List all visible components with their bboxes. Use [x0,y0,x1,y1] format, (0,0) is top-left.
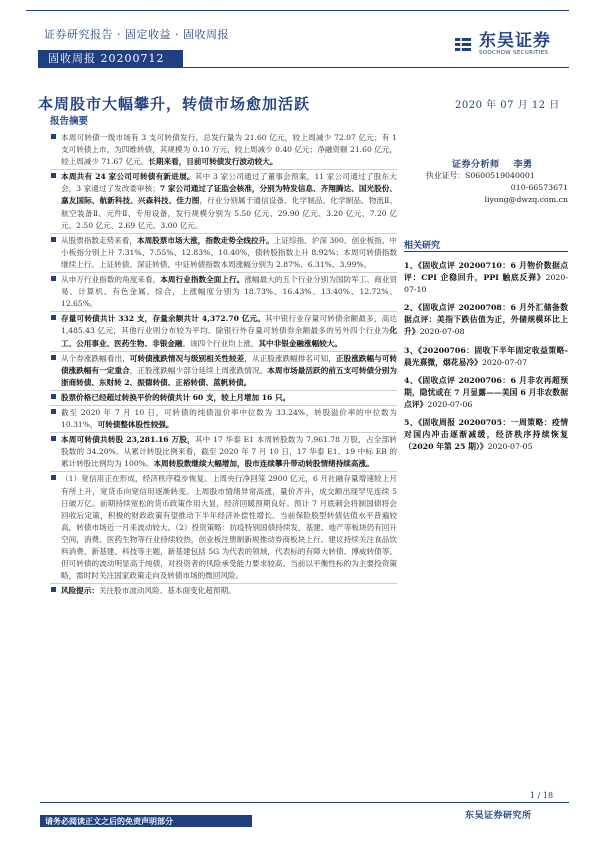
bullet-icon [51,394,56,399]
disclaimer-bar: 请务必阅读正文之后的免责声明部分 [40,815,252,827]
bullet-icon [51,276,56,281]
abstract-paragraph: 风险提示：关注股市波动风险、基本面变化超预期。 [50,583,397,598]
analyst-phone: 010-66573671 [510,183,568,193]
related-item[interactable]: 5、《固收周报 20200705：一周策略：疫情对国内冲击逐渐减缓，经济秩序持续恢复（2020 年第 25 期）》2020-07-05 [404,418,568,452]
bullet-icon [51,355,56,360]
bullet-icon [51,315,56,320]
analyst-contacts [426,170,568,207]
abstract-paragraph: 本周可转债一级市场有 3 支可转债发行，总发行量为 21.60 亿元，较上周减少 72.07 亿元；有 1 支可转债上市，为四维转债，其规模为 0.10 万元，较上周减少 0.40 亿元；净融资额 21.60 亿元，较上周减少 71.67 亿元。长期来看，目前可转债发行波动较大。 [50,131,397,169]
analyst-name: 李勇 [513,160,533,170]
abstract-paragraph: 本周可转债共转股 23,281.16 万股，其中 17 华泰 E1 本周转股数为 7,961.78 万股，占全部转股数的 34.20%。从累计转股比例来看，截至 2020 年 7 月 10 日，17 华泰 E1、19 中标 EB 的累计转股比例均为 100%。本周转股数继续大幅增加，股市连续攀升带动转股情绪持续高涨。 [50,432,397,471]
related-item[interactable]: 3、《20200706：固收下半年固定收益策略-晨光熹微，烟花易冷》2020-07-07 [404,345,568,367]
related-heading: 相关研究 [404,241,441,251]
bullet-icon [51,134,56,139]
analyst-header [452,157,533,170]
logo-en: SOOCHOW SECURITIES [479,50,549,56]
bullet-icon [51,436,56,441]
bullet-icon [51,475,56,480]
abstract-paragraph: 从申万行业指数的角度来看，本周行业指数全面上行。涨幅最大的五个行业分别为国防军工、商业贸易、计算机、有色金属、综合，上涨幅度分别为 18.73%、16.43%、13.40%、12.72%、12.65%。 [50,272,397,311]
abstract-paragraph: 本周共有 24 家公司可转债有新进展。其中 3 家公司通过了董事会预案，11 家公司通过了股东大会，3 家通过了发改委审核；7 家公司通过了证监会核准，分别为特发信息、齐翔腾达、国光股份、嘉友国际、航新科技、兴森科技、佳力图，行业分别属于通信设备、化学制品、化学制品、物流Ⅱ、航空装备Ⅱ、元件Ⅱ、专用设备，发行规模分别为 5.50 亿元、29.90 亿元、3.20 亿元、7.20 亿元、2.50 亿元、2.69 亿元、3.00 亿元。 [50,169,397,232]
related-item[interactable]: 2、《固收点评 20200708：6 月外汇储备数据点评：美指下跌估值为正，外储规模环比上升》2020-07-08 [404,303,568,337]
report-banner: 固收周报 20200712 [38,50,183,68]
related-item[interactable]: 4、《固收点评 20200706：6 月非农再超预期，隐忧或在 7 月显露——美国 6 月非农数据点评》2020-07-06 [404,375,568,409]
analyst-email[interactable]: liyong@dwzq.com.cn [484,195,568,205]
report-date: 2020 年 07 月 12 日 [455,100,560,111]
footer-rule [40,802,569,803]
page-title: 本周股市大幅攀升，转债市场愈加活跃 [38,95,311,113]
footer-org: 东吴证券研究所 [465,811,532,821]
analyst-license: 执业证号：S0600519040001 [426,171,535,180]
page-number: 1 / 18 [530,791,554,800]
banner-rule [38,67,569,68]
abstract-body [50,131,397,598]
abstract-paragraph: 从个券涨跌幅看出，可转债涨跌情况与级别相关性较差，从正股涨跌幅排名可知，正股涨跌幅与可转债涨跌幅有一定重合，正股涨跌幅少部分延续上周涨跌情况。本周市场最活跃的前五支可转债分别为浙商转债、东财转 2、振德转债、正裕转债、蓝帆转债。 [50,351,397,390]
abstract-paragraph: 存量可转债共计 332 支，存量余额共计 4,372.70 亿元。其中银行业存量可转债余额最多，高达 1,485.43 亿元，其他行业则分布较为平均。除银行外存量可转债券余额最多的另外四个行业为化工、公用事业、医药生物、非银金融。该四个行业均上涨，其中非银金融涨幅较大。 [50,311,397,350]
related-rule [404,251,568,252]
bullet-icon [51,587,56,592]
abstract-paragraph: 股票价格已经超过转换平价的转债共计 60 支，较上月增加 16 只。 [50,390,397,405]
bullet-icon [51,409,56,414]
abstract-heading: 报告摘要 [50,116,89,127]
abstract-paragraph: 从股票指数走势来看，本周股票市场大涨，指数走势全线拉升。上证综指、沪深 300、创业板指、中小板指分别上升 7.31%、7.55%、12.83%、10.40%，债转股指数上升 8.92%；本周可转债指数继续上行。上证转债、深证转债、中证转债指数本周涨幅分别为 2.87%、6.31%、3.99%。 [50,233,397,272]
report-series: 证券研究报告 · 固定收益 · 固收周报 [44,28,229,41]
bullet-icon [51,173,56,178]
bullet-icon [51,237,56,242]
top-rule [26,10,569,11]
logo-mark-icon [452,35,474,53]
analyst-title: 证券分析师 [452,160,500,170]
related-item[interactable]: 1、《固收点评 20200710：6 月物价数据点评：CPI 企稳回升，PPI 触底反弹》2020-07-10 [404,261,568,295]
brand-logo [452,32,551,56]
abstract-paragraph: （1）宽信用正在形成，经济秩序稳步恢复。上周央行净回笼 2900 亿元，6 月社融存量增速较上月有所上升，宽货币向宽信用逐渐转变。上周股市情绪异常高涨，量价齐升，成交额出现罕见连续 5 日破万亿。前期持续宽松的货币政策作用大显，经济回暖预期良好。预计 7 月底刺会将制国债将会回收后定策，积极的财政政策有望推动下半年经济补偿性增长。当前保险股型转债估值水平普遍较高，转债市场近一月来波动较大。（2）投资策略：抗疫特别国债持续发，基建、地产等板块仍有回升空间，消费、医药生物等行业持续较热，创业板注册制新规推动券商板块上行。建议持续关注食品饮料消费、新基建、科技等主题，新基建包括 5G 为代表的领域，代表标的有障大转债、博威转债等。但可转债的波动明显高于纯债，对投资者的风险承受能力要求较高。当前以平衡性标的为主要投资策略，需时时关注国家政策走向及转债市场的微回风险。 [50,471,397,583]
logo-cn: 东吴证券 [479,31,551,51]
abstract-paragraph: 截至 2020 年 7 月 10 日，可转债的纯债溢价率中位数为 33.24%，转股溢价率的中位数为 10.31%，可转债整体股性较强。 [50,405,397,432]
related-list [404,260,568,459]
